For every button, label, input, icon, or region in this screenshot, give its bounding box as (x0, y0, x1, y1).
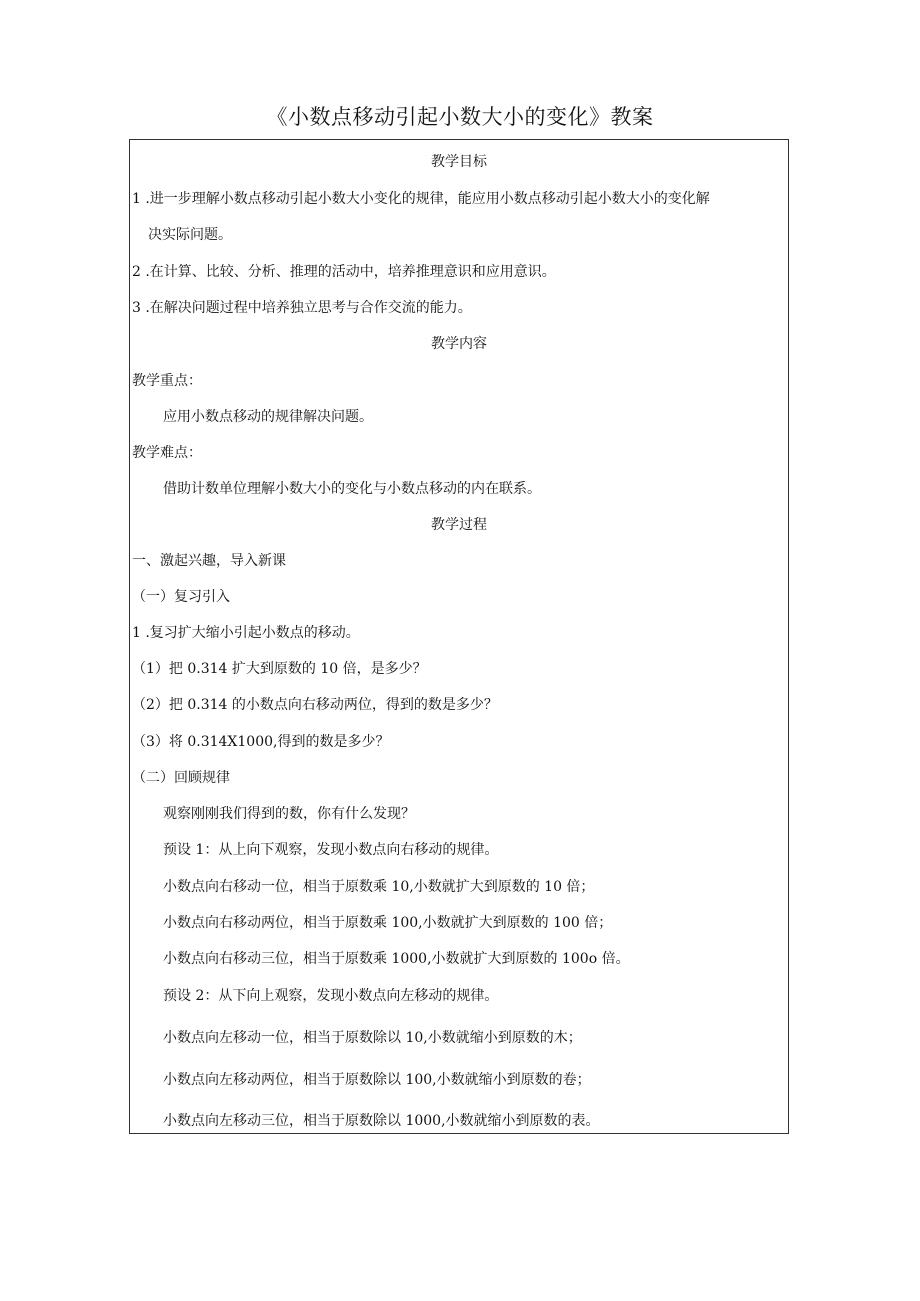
process-paragraph: 预设 2：从下向上观察，发现小数点向左移动的规律。 (163, 988, 499, 1004)
goal-item: 2 .在计算、比较、分析、推理的活动中，培养推理意识和应用意识。 (132, 264, 556, 280)
document-title: 《小数点移动引起小数大小的变化》教案 (266, 105, 654, 129)
difficulty-label: 教学难点： (132, 445, 202, 461)
goal-item: 3 .在解决问题过程中培养独立思考与合作交流的能力。 (132, 300, 472, 316)
question-item: （3）将 0.314X1000,得到的数是多少？ (132, 734, 390, 750)
process-paragraph: 观察刚刚我们得到的数，你有什么发现？ (163, 806, 415, 822)
section-heading-process: 教学过程 (431, 517, 487, 533)
process-subheading: （一）复习引入 (132, 589, 230, 605)
key-point-label: 教学重点： (132, 373, 202, 389)
process-item: 1 .复习扩大缩小引起小数点的移动。 (132, 625, 360, 641)
process-paragraph: 小数点向右移动一位，相当于原数乘 10,小数就扩大到原数的 10 倍； (163, 879, 595, 895)
process-paragraph: 预设 1：从上向下观察，发现小数点向右移动的规律。 (163, 842, 499, 858)
process-paragraph: 小数点向左移动三位，相当于原数除以 1000,小数就缩小到原数的表。 (163, 1113, 600, 1129)
question-item: （2）把 0.314 的小数点向右移动两位，得到的数是多少？ (132, 697, 498, 713)
goal-item-continuation: 决实际问题。 (148, 227, 232, 243)
question-item: （1）把 0.314 扩大到原数的 10 倍，是多少？ (132, 661, 427, 677)
process-paragraph: 小数点向左移动两位，相当于原数除以 100,小数就缩小到原数的卷； (163, 1072, 591, 1088)
section-heading-goals: 教学目标 (431, 154, 487, 170)
process-paragraph: 小数点向右移动两位，相当于原数乘 100,小数就扩大到原数的 100 倍； (163, 915, 613, 931)
process-paragraph: 小数点向左移动一位，相当于原数除以 10,小数就缩小到原数的木； (163, 1030, 582, 1046)
key-point-text: 应用小数点移动的规律解决问题。 (163, 409, 373, 425)
process-subheading: （二）回顾规律 (132, 770, 230, 786)
goal-item: 1 .进一步理解小数点移动引起小数大小变化的规律，能应用小数点移动引起小数大小的变化解 (132, 191, 710, 207)
difficulty-text: 借助计数单位理解小数大小的变化与小数点移动的内在联系。 (163, 481, 541, 497)
process-heading-1: 一、激起兴趣，导入新课 (132, 553, 286, 569)
section-heading-content: 教学内容 (431, 336, 487, 352)
process-paragraph: 小数点向右移动三位，相当于原数乘 1000,小数就扩大到原数的 100o 倍。 (163, 951, 630, 967)
